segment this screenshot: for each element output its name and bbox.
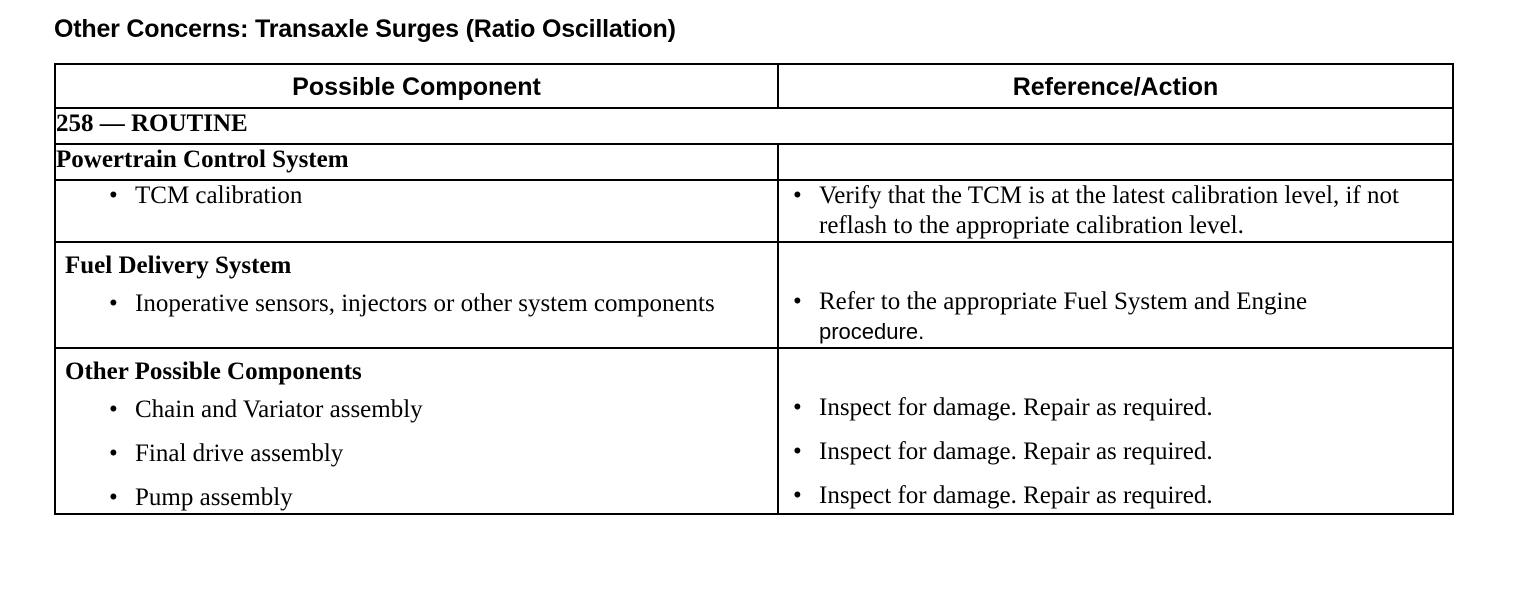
list-item xyxy=(56,181,777,211)
section-label: 258 — ROUTINE xyxy=(55,108,1453,144)
action-cell xyxy=(778,180,1453,242)
bullet: • xyxy=(109,182,118,209)
action-text: Refer to the appropriate Fuel System and Engine xyxy=(819,288,1308,315)
list-item xyxy=(56,483,777,513)
bullet: • xyxy=(109,440,118,467)
component-text: TCM calibration xyxy=(135,182,303,209)
bullet: • xyxy=(793,288,802,315)
bullet: • xyxy=(793,482,802,509)
action-cell xyxy=(778,242,1453,348)
action-text: Verify that the TCM is at the latest calibration level, if not reflash to the appropriate calibration level. xyxy=(819,182,1399,239)
list-item xyxy=(779,481,1452,511)
group-label-powertrain: Powertrain Control System xyxy=(55,144,778,180)
action-cell xyxy=(778,348,1453,514)
table-row xyxy=(55,180,1453,242)
header-possible-component: Possible Component xyxy=(55,64,778,108)
group-label-empty xyxy=(778,144,1453,180)
bullet: • xyxy=(109,484,118,511)
list-item xyxy=(779,181,1452,241)
list-item xyxy=(56,439,777,469)
bullet: • xyxy=(793,438,802,465)
bullet: • xyxy=(793,394,802,421)
table-row xyxy=(55,242,1453,348)
table-row xyxy=(55,348,1453,514)
group-label-other: Other Possible Components xyxy=(65,358,362,385)
component-text: Final drive assembly xyxy=(135,440,344,467)
list-item xyxy=(779,437,1452,467)
component-text: Pump assembly xyxy=(135,484,293,511)
list-item xyxy=(56,395,777,425)
component-cell xyxy=(55,180,778,242)
action-text-tail: procedure. xyxy=(819,319,925,344)
section-row xyxy=(55,108,1453,144)
list-item xyxy=(56,289,777,319)
header-reference-action: Reference/Action xyxy=(778,64,1453,108)
group-label-fuel: Fuel Delivery System xyxy=(65,252,292,279)
list-item xyxy=(779,393,1452,423)
component-cell xyxy=(55,242,778,348)
component-text: Inoperative sensors, injectors or other system components xyxy=(135,290,715,317)
action-text: Inspect for damage. Repair as required. xyxy=(819,394,1213,421)
bullet: • xyxy=(793,182,802,209)
bullet: • xyxy=(109,290,118,317)
action-text: Inspect for damage. Repair as required. xyxy=(819,438,1213,465)
component-text: Chain and Variator assembly xyxy=(135,396,423,423)
list-item xyxy=(779,287,1452,347)
group-row-powertrain xyxy=(55,144,1453,180)
diagnostic-table xyxy=(54,63,1454,515)
bullet: • xyxy=(109,396,118,423)
component-cell xyxy=(55,348,778,514)
page-title: Other Concerns: Transaxle Surges (Ratio Oscillation) xyxy=(54,15,676,43)
header-row xyxy=(55,64,1453,108)
action-text: Inspect for damage. Repair as required. xyxy=(819,482,1213,509)
